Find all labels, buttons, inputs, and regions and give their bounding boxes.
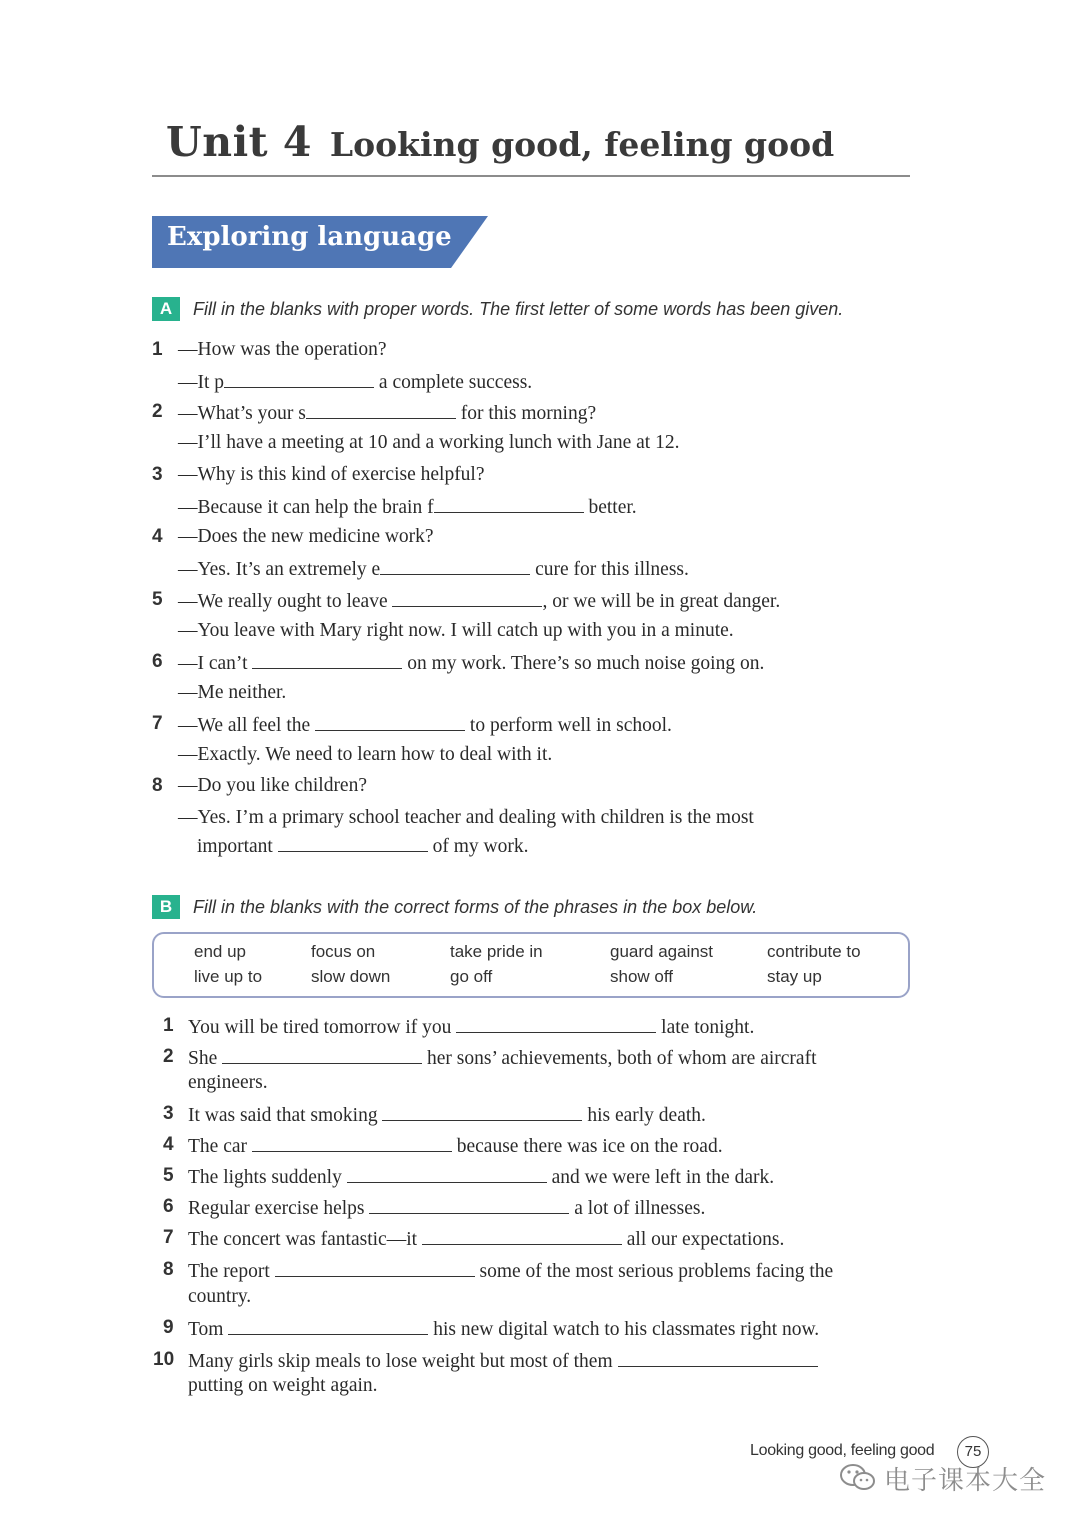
phrase: take pride in	[450, 942, 543, 961]
blank[interactable]	[315, 711, 465, 731]
unit-number: Unit 4	[166, 118, 312, 166]
blank[interactable]	[275, 1257, 475, 1277]
blank[interactable]	[252, 1132, 452, 1152]
answer-line: —I’ll have a meeting at 10 and a working lunch with Jane at 12.	[178, 432, 680, 453]
sentence-line: It was said that smoking his early death.	[188, 1101, 706, 1129]
item-number: 8	[152, 775, 163, 796]
question-line: —What’s your s for this morning?	[178, 399, 596, 427]
item-number: 3	[163, 1103, 174, 1124]
answer-line: —It p a complete success.	[178, 368, 532, 396]
sentence-line: You will be tired tomorrow if you late tonight.	[188, 1013, 754, 1041]
item-number: 1	[163, 1015, 174, 1036]
sentence-line: Many girls skip meals to lose weight but most of them	[188, 1347, 818, 1375]
phrase: end up	[194, 942, 246, 961]
question-line: —We all feel the to perform well in school.	[178, 711, 672, 739]
answer-line: —Yes. It’s an extremely e cure for this illness.	[178, 555, 689, 583]
phrase: live up to	[194, 967, 263, 986]
answer-line: —Exactly. We need to learn how to deal with it.	[178, 744, 553, 765]
blank[interactable]	[434, 493, 584, 513]
blank[interactable]	[224, 368, 374, 388]
unit-title: Looking good, feeling good	[329, 125, 835, 164]
blank[interactable]	[306, 399, 456, 419]
item-number: 6	[163, 1196, 174, 1217]
sentence-line: Regular exercise helps a lot of illnesses.	[188, 1194, 705, 1222]
exercise-a-badge: A	[152, 297, 180, 321]
question-line: —Why is this kind of exercise helpful?	[178, 464, 485, 485]
question-line: —We really ought to leave , or we will be in great danger.	[178, 587, 780, 615]
running-footer: Looking good, feeling good	[750, 1442, 935, 1459]
page-number: 75	[957, 1436, 989, 1468]
blank[interactable]	[369, 1194, 569, 1214]
item-number: 9	[163, 1317, 174, 1338]
item-number: 8	[163, 1259, 174, 1280]
blank[interactable]	[618, 1347, 818, 1367]
watermark-text: 电子课本大全	[884, 1466, 1047, 1496]
item-number: 3	[152, 464, 163, 485]
item-number: 5	[152, 589, 163, 610]
question-line: —I can’t on my work. There’s so much noise going on.	[178, 649, 764, 677]
sentence-line: The car because there was ice on the road.	[188, 1132, 723, 1160]
title-divider	[152, 175, 910, 177]
blank[interactable]	[456, 1013, 656, 1033]
phrase: focus on	[311, 942, 376, 961]
blank[interactable]	[222, 1044, 422, 1064]
blank[interactable]	[422, 1225, 622, 1245]
sentence-line: She her sons’ achievements, both of whom are aircraft	[188, 1044, 817, 1072]
item-number: 7	[163, 1227, 174, 1248]
exercise-b-instruction-text: Fill in the blanks with the correct forms of the phrases in the box below.	[193, 897, 758, 917]
item-number: 6	[152, 651, 163, 672]
blank[interactable]	[228, 1315, 428, 1335]
answer-line: —You leave with Mary right now. I will catch up with you in a minute.	[178, 620, 734, 641]
item-number: 7	[152, 713, 163, 734]
item-number: 4	[163, 1134, 174, 1155]
sentence-line: Tom his new digital watch to his classmates right now.	[188, 1315, 819, 1343]
item-number: 4	[152, 526, 163, 547]
blank[interactable]	[347, 1163, 547, 1183]
blank[interactable]	[392, 587, 542, 607]
item-number: 2	[152, 401, 163, 422]
unit-heading	[166, 118, 910, 166]
phrase: show off	[610, 967, 674, 986]
exercise-b-badge: B	[152, 895, 180, 919]
answer-line: —Because it can help the brain f better.	[178, 493, 637, 521]
phrase: stay up	[767, 967, 822, 986]
sentence-line-continued: putting on weight again.	[188, 1375, 378, 1396]
sentence-line: The concert was fantastic—it all our expectations.	[188, 1225, 784, 1253]
item-number: 5	[163, 1165, 174, 1186]
item-number: 1	[152, 339, 163, 360]
phrase: guard against	[610, 942, 714, 961]
answer-line-continued: important of my work.	[197, 832, 528, 860]
phrase: slow down	[311, 967, 391, 986]
answer-line: —Yes. I’m a primary school teacher and dealing with children is the most	[178, 807, 754, 828]
sentence-line: The lights suddenly and we were left in the dark.	[188, 1163, 774, 1191]
sentence-line: The report some of the most serious problems facing the	[188, 1257, 833, 1285]
exercise-a-instruction-text: Fill in the blanks with proper words. The first letter of some words has been given.	[193, 299, 844, 319]
blank[interactable]	[278, 832, 428, 852]
blank[interactable]	[382, 1101, 582, 1121]
question-line: —Does the new medicine work?	[178, 526, 434, 547]
blank[interactable]	[252, 649, 402, 669]
phrase: go off	[450, 967, 493, 986]
phrase: contribute to	[767, 942, 861, 961]
blank[interactable]	[380, 555, 530, 575]
sentence-line-continued: country.	[188, 1286, 252, 1307]
item-number: 2	[163, 1046, 174, 1067]
wechat-icon	[838, 1462, 878, 1497]
answer-line: —Me neither.	[178, 682, 287, 703]
section-title: Exploring language	[167, 222, 452, 252]
question-line: —How was the operation?	[178, 339, 387, 360]
item-number: 10	[153, 1349, 175, 1370]
question-line: —Do you like children?	[178, 775, 367, 796]
sentence-line-continued: engineers.	[188, 1072, 268, 1093]
